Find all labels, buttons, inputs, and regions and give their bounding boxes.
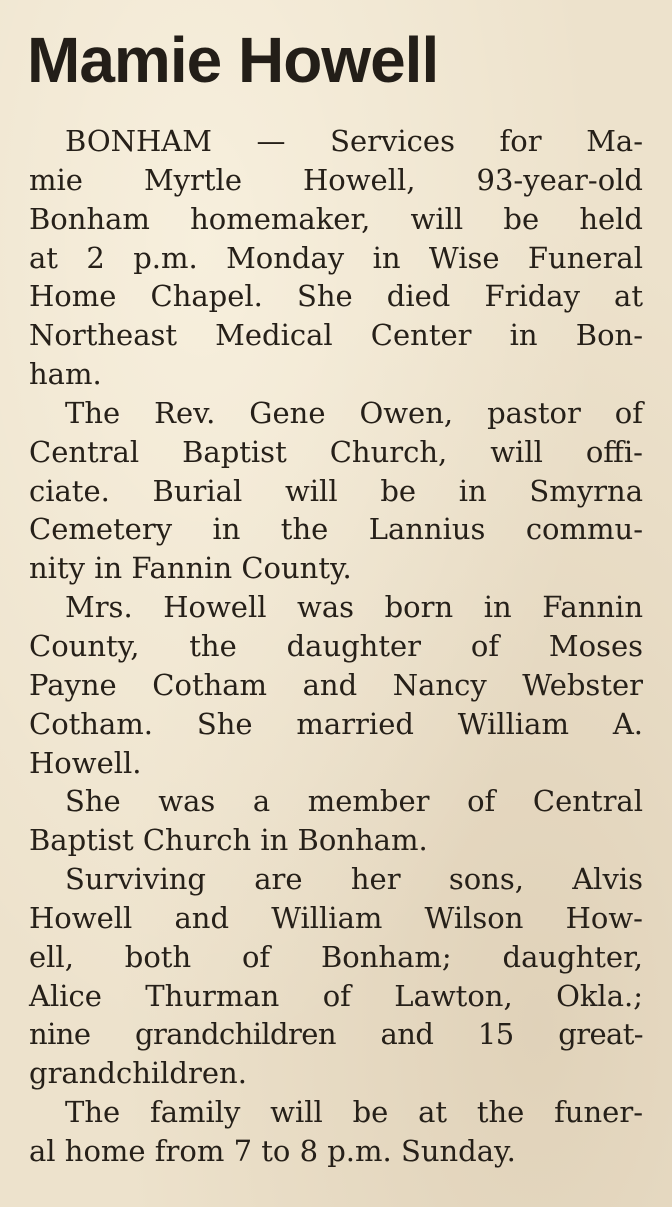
- text-line: Howell and William Wilson How-: [29, 900, 643, 935]
- text-line: Northeast Medical Center in Bon-: [29, 318, 643, 353]
- obituary-body: [29, 122, 643, 1171]
- paragraph-visitation: [29, 1093, 643, 1171]
- text-line: grandchildren.: [29, 1056, 247, 1091]
- text-line: Payne Cotham and Nancy Webster: [29, 667, 643, 702]
- text-line: ell, both of Bonham; daughter,: [29, 939, 643, 974]
- paragraph-services: [29, 122, 643, 394]
- text-line: mie Myrtle Howell, 93-year-old: [29, 162, 643, 197]
- text-line: Surviving are her sons, Alvis: [65, 862, 643, 897]
- text-line: nine grandchildren and 15 great-: [29, 1017, 643, 1052]
- obituary-headline: Mamie Howell: [27, 24, 439, 96]
- text-line: County, the daughter of Moses: [29, 628, 643, 663]
- text-line: Alice Thurman of Lawton, Okla.;: [29, 978, 643, 1013]
- text-line: Home Chapel. She died Friday at: [29, 279, 643, 314]
- text-line: Bonham homemaker, will be held: [29, 201, 643, 236]
- text-line: ham.: [29, 357, 102, 392]
- paragraph-membership: [29, 782, 643, 860]
- text-line: BONHAM — Services for Ma-: [65, 124, 643, 158]
- text-line: at 2 p.m. Monday in Wise Funeral: [29, 240, 643, 275]
- text-line: She was a member of Central: [65, 784, 643, 819]
- text-line: Cotham. She married William A.: [29, 706, 643, 741]
- text-line: Howell.: [29, 745, 142, 780]
- paragraph-survivors: [29, 860, 643, 1093]
- paragraph-officiant: [29, 394, 643, 588]
- text-line: The Rev. Gene Owen, pastor of: [65, 395, 643, 430]
- text-line: The family will be at the funer-: [65, 1095, 643, 1130]
- text-line: Cemetery in the Lannius commu-: [29, 512, 643, 547]
- paragraph-biography: [29, 588, 643, 782]
- text-line: Mrs. Howell was born in Fannin: [65, 590, 643, 625]
- text-line: al home from 7 to 8 p.m. Sunday.: [29, 1133, 516, 1168]
- text-line: Baptist Church in Bonham.: [29, 823, 428, 858]
- text-line: nity in Fannin County.: [29, 551, 352, 586]
- text-line: ciate. Burial will be in Smyrna: [29, 473, 643, 508]
- text-line: Central Baptist Church, will offi-: [29, 434, 643, 469]
